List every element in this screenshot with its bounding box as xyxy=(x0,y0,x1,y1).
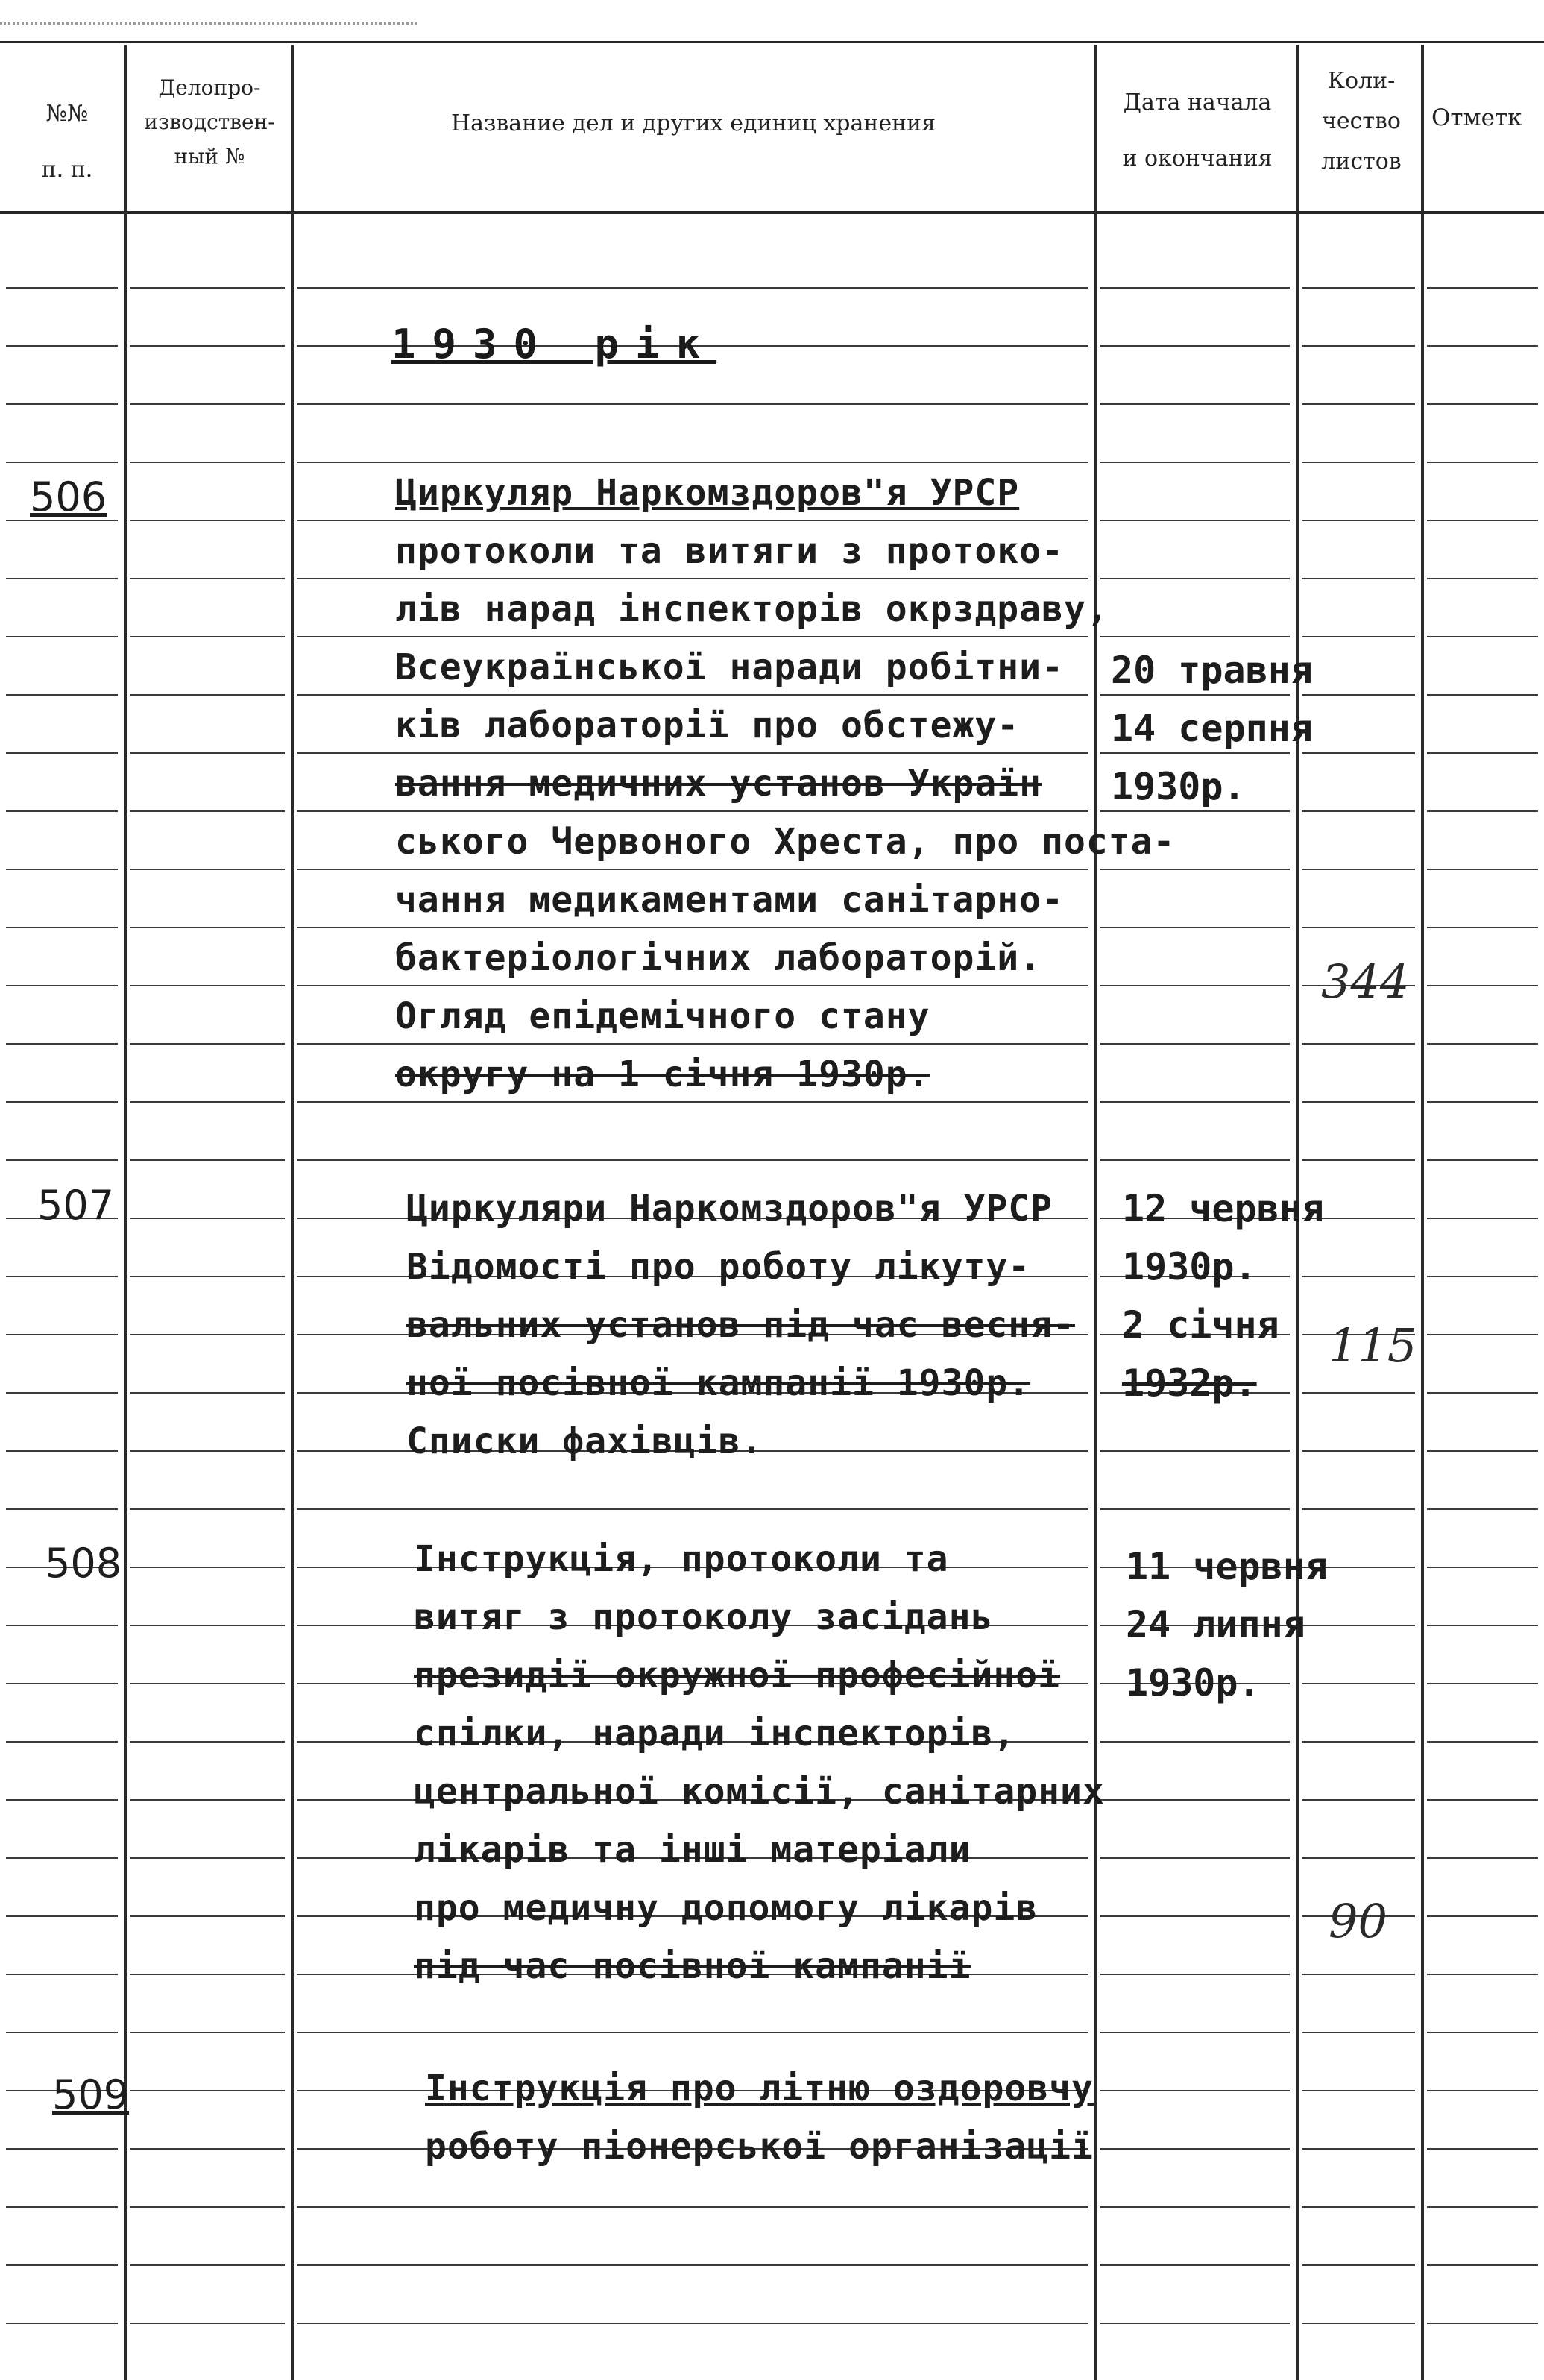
ruled-line xyxy=(1302,287,1415,289)
ruled-line xyxy=(1302,345,1415,347)
ruled-line xyxy=(1427,810,1538,812)
ruled-line xyxy=(6,403,118,405)
ruled-line xyxy=(6,810,118,812)
ruled-line xyxy=(1427,1043,1538,1045)
entry-507-dates xyxy=(1122,1180,1324,1412)
ruled-line xyxy=(1100,462,1290,463)
entry-507-line-2: Відомості про роботу лікуту- xyxy=(406,1246,1031,1288)
entry-506-text xyxy=(395,464,1175,1104)
header-col-number-line1: №№ xyxy=(45,101,89,127)
entry-509-text xyxy=(425,2059,1094,2176)
entry-508-line-3: президії окружної професійної xyxy=(414,1655,1061,1696)
ruled-line xyxy=(1302,869,1415,870)
ruled-line xyxy=(1302,1508,1415,1510)
ruled-line xyxy=(130,869,285,870)
ruled-line xyxy=(130,520,285,521)
ruled-line xyxy=(1100,1857,1290,1859)
ruled-line xyxy=(1427,636,1538,638)
col-divider-1 xyxy=(124,45,127,2380)
ruled-line xyxy=(1427,1276,1538,1277)
entry-508-line-5: центральної комісії, санітарних xyxy=(414,1771,1105,1813)
ruled-line xyxy=(130,810,285,812)
ruled-line xyxy=(6,2206,118,2208)
header-col-office-number xyxy=(131,71,288,174)
ruled-line xyxy=(1100,2264,1290,2266)
entry-508-line-2: витяг з протоколу засідань xyxy=(414,1596,994,1638)
ruled-line xyxy=(130,1974,285,1975)
ruled-line xyxy=(1427,1683,1538,1684)
header-bottom-rule xyxy=(0,211,1544,214)
ruled-line xyxy=(1100,2206,1290,2208)
ruled-line xyxy=(6,462,118,463)
ruled-line xyxy=(1100,1508,1290,1510)
ruled-line xyxy=(1302,2264,1415,2266)
header-col-office-line1: Делопро- xyxy=(158,75,261,100)
ruled-line xyxy=(6,927,118,928)
ruled-line xyxy=(1427,1101,1538,1103)
ruled-line xyxy=(1302,2206,1415,2208)
ruled-line xyxy=(1427,345,1538,347)
entry-507-line-4: ної посівної кампанії 1930р. xyxy=(406,1362,1031,1404)
ruled-line xyxy=(6,694,118,696)
ruled-line xyxy=(1427,2323,1538,2324)
ruled-line xyxy=(130,1334,285,1335)
ruled-line xyxy=(6,1043,118,1045)
ruled-line xyxy=(130,1915,285,1917)
entry-506-number: 506 xyxy=(30,473,107,520)
ruled-line xyxy=(1302,403,1415,405)
entry-507-number: 507 xyxy=(37,1182,115,1229)
ruled-line xyxy=(130,1159,285,1161)
ruled-line xyxy=(1427,1159,1538,1161)
ruled-line xyxy=(6,1159,118,1161)
entry-508-dates xyxy=(1126,1537,1328,1712)
entry-507-date-1: 12 червня xyxy=(1122,1187,1324,1230)
ruled-line xyxy=(1427,1799,1538,1801)
ruled-line xyxy=(1302,1159,1415,1161)
ruled-line xyxy=(1100,1915,1290,1917)
ruled-line xyxy=(1302,752,1415,754)
header-col-sheets xyxy=(1302,61,1421,182)
ruled-line xyxy=(1100,1974,1290,1975)
entry-506-sheets: 344 xyxy=(1321,954,1410,1009)
entry-507-line-1: Циркуляри Наркомздоров"я УРСР xyxy=(406,1188,1053,1230)
ruled-line xyxy=(130,1567,285,1568)
entry-506-line-7: ського Червоного Хреста, про поста- xyxy=(395,821,1176,863)
col-divider-5 xyxy=(1421,45,1424,2380)
ruled-line xyxy=(1302,462,1415,463)
ruled-line xyxy=(1427,694,1538,696)
entry-506-date-1: 20 травня xyxy=(1111,649,1313,692)
ruled-line xyxy=(1427,578,1538,579)
ruled-line xyxy=(1100,287,1290,289)
ruled-line xyxy=(6,287,118,289)
entry-508-line-1: Інструкція, протоколи та xyxy=(414,1538,949,1580)
ruled-line xyxy=(1302,694,1415,696)
ruled-line xyxy=(130,985,285,986)
entry-506-date-3: 1930р. xyxy=(1111,765,1246,808)
entry-506-line-3: лів нарад інспекторів окрздраву, xyxy=(395,588,1109,630)
entry-509-line-1: Інструкція про літню оздоровчу xyxy=(425,2068,1094,2109)
ruled-line xyxy=(1302,1101,1415,1103)
ruled-line xyxy=(130,2090,285,2091)
ruled-line xyxy=(1427,1625,1538,1626)
ruled-line xyxy=(1427,2090,1538,2091)
ruled-line xyxy=(1427,403,1538,405)
ruled-line xyxy=(130,1101,285,1103)
ruled-line xyxy=(1427,2206,1538,2208)
ruled-line xyxy=(130,2323,285,2324)
ruled-line xyxy=(6,1450,118,1452)
header-col-dates xyxy=(1102,75,1293,186)
entry-506-line-6: вання медичних установ Україн xyxy=(395,763,1042,805)
ruled-line xyxy=(1302,1974,1415,1975)
entry-506-date-2: 14 серпня xyxy=(1111,707,1313,750)
ruled-line xyxy=(1100,2323,1290,2324)
ruled-line xyxy=(1100,1741,1290,1742)
ruled-line xyxy=(1427,1450,1538,1452)
col-divider-3 xyxy=(1094,45,1097,2380)
ruled-line xyxy=(130,2148,285,2150)
entry-507-sheets: 115 xyxy=(1329,1318,1417,1373)
ruled-line xyxy=(1302,2148,1415,2150)
ruled-line xyxy=(1100,1799,1290,1801)
entry-506-line-8: чання медикаментами санітарно- xyxy=(395,879,1064,921)
header-top-rule xyxy=(0,41,1544,43)
entry-507-date-4: 1932р. xyxy=(1122,1361,1257,1405)
entry-507-text xyxy=(406,1180,1075,1470)
ruled-line xyxy=(1427,1392,1538,1394)
ruled-line xyxy=(6,636,118,638)
ruled-line xyxy=(130,1857,285,1859)
entry-508-date-1: 11 червня xyxy=(1126,1545,1328,1588)
ruled-line xyxy=(1427,985,1538,986)
ruled-line xyxy=(6,578,118,579)
ruled-line xyxy=(130,927,285,928)
ruled-line xyxy=(1100,2090,1290,2091)
entry-508-line-4: спілки, наради інспекторів, xyxy=(414,1713,1016,1754)
top-dotted-edge xyxy=(0,22,417,25)
ruled-line xyxy=(6,869,118,870)
ruled-line xyxy=(6,345,118,347)
ruled-line xyxy=(1302,1741,1415,1742)
ruled-line xyxy=(130,1799,285,1801)
ruled-line xyxy=(297,1159,1088,1161)
entry-509-line-2: роботу піонерської організації xyxy=(425,2126,1094,2168)
ruled-line xyxy=(297,1508,1088,1510)
header-col-title: Название дел и других единиц хранения xyxy=(450,110,936,136)
ruled-line xyxy=(1302,1043,1415,1045)
ruled-line xyxy=(1100,2148,1290,2150)
ruled-line xyxy=(1100,403,1290,405)
ruled-line xyxy=(297,403,1088,405)
ruled-line xyxy=(1427,287,1538,289)
entry-508-date-2: 24 липня xyxy=(1126,1603,1305,1646)
entry-506-line-1: Циркуляр Наркомздоров"я УРСР xyxy=(395,472,1020,514)
ruled-line xyxy=(1302,636,1415,638)
ruled-line xyxy=(297,2206,1088,2208)
ruled-line xyxy=(6,1799,118,1801)
ruled-line xyxy=(6,985,118,986)
ruled-line xyxy=(6,2323,118,2324)
entry-506-dates xyxy=(1111,641,1313,816)
ruled-line xyxy=(1427,927,1538,928)
ruled-line xyxy=(1100,1159,1290,1161)
ruled-line xyxy=(1427,1567,1538,1568)
ruled-line xyxy=(297,287,1088,289)
ruled-line xyxy=(6,2032,118,2033)
entry-506-line-5: ків лабораторії про обстежу- xyxy=(395,705,1020,746)
entry-508-sheets: 90 xyxy=(1329,1894,1387,1948)
ruled-line xyxy=(1427,1508,1538,1510)
ruled-line xyxy=(6,1741,118,1742)
ruled-line xyxy=(1302,578,1415,579)
ruled-line xyxy=(1302,2032,1415,2033)
entry-506-line-11: округу на 1 січня 1930р. xyxy=(395,1054,930,1095)
ruled-line xyxy=(1100,1450,1290,1452)
ruled-line xyxy=(1302,810,1415,812)
ruled-line xyxy=(130,636,285,638)
ruled-line xyxy=(6,1334,118,1335)
ruled-line xyxy=(130,2206,285,2208)
entry-508-text xyxy=(414,1530,1105,1995)
ruled-line xyxy=(1302,520,1415,521)
header-col-sheets-line1: Коли- xyxy=(1327,68,1396,94)
ruled-line xyxy=(1427,1915,1538,1917)
ruled-line xyxy=(130,1741,285,1742)
ruled-line xyxy=(1427,1857,1538,1859)
ruled-line xyxy=(1427,1741,1538,1742)
ruled-line xyxy=(130,1276,285,1277)
ruled-line xyxy=(130,694,285,696)
ruled-line xyxy=(130,1043,285,1045)
ruled-line xyxy=(130,1392,285,1394)
ruled-line xyxy=(6,1857,118,1859)
ruled-line xyxy=(1302,1450,1415,1452)
ruled-line xyxy=(297,2032,1088,2033)
ruled-line xyxy=(6,1508,118,1510)
header-col-number xyxy=(15,86,119,198)
ruled-line xyxy=(130,578,285,579)
entry-506-line-9: бактеріологічних лабораторій. xyxy=(395,937,1042,979)
ruled-line xyxy=(6,1276,118,1277)
ruled-line xyxy=(130,1450,285,1452)
ruled-line xyxy=(130,403,285,405)
header-col-office-line2: изводствен- xyxy=(144,110,275,134)
ruled-line xyxy=(130,1625,285,1626)
header-col-notes: Отметк xyxy=(1431,104,1522,131)
ruled-line xyxy=(6,1974,118,1975)
ruled-line xyxy=(6,2148,118,2150)
ruled-line xyxy=(1427,2148,1538,2150)
header-col-sheets-line3: листов xyxy=(1321,148,1402,174)
ruled-line xyxy=(6,1683,118,1684)
entry-509-number: 509 xyxy=(52,2071,130,2118)
year-heading: 1930 рік xyxy=(391,321,717,368)
ruled-line xyxy=(1427,752,1538,754)
entry-506-line-10: Огляд епідемічного стану xyxy=(395,995,930,1037)
ruled-line xyxy=(1302,927,1415,928)
ruled-line xyxy=(6,752,118,754)
ruled-line xyxy=(1427,462,1538,463)
ruled-line xyxy=(130,287,285,289)
ruled-line xyxy=(130,2032,285,2033)
ruled-line xyxy=(1302,1857,1415,1859)
ruled-line xyxy=(1302,1799,1415,1801)
entry-508-line-8: під час посівної кампанії xyxy=(414,1945,971,1987)
ruled-line xyxy=(1427,2032,1538,2033)
ruled-line xyxy=(1427,1218,1538,1219)
header-col-number-line2: п. п. xyxy=(41,157,93,183)
ruled-line xyxy=(130,2264,285,2266)
entry-507-date-2: 1930р. xyxy=(1122,1245,1257,1288)
entry-508-line-6: лікарів та інші матеріали xyxy=(414,1829,971,1871)
ruled-line xyxy=(1100,345,1290,347)
header-col-sheets-line2: чество xyxy=(1322,108,1401,134)
ruled-line xyxy=(130,752,285,754)
header-col-dates-line1: Дата начала xyxy=(1123,89,1272,116)
ruled-line xyxy=(1427,1334,1538,1335)
entry-506-line-2: протоколи та витяги з протоко- xyxy=(395,530,1064,572)
ruled-line xyxy=(130,1508,285,1510)
entry-508-line-7: про медичну допомогу лікарів xyxy=(414,1887,1039,1929)
entry-507-line-3: вальних установ під час весня- xyxy=(406,1304,1075,1346)
header-col-office-line3: ный № xyxy=(174,144,245,169)
header-col-dates-line2: и окончания xyxy=(1122,145,1273,171)
ruled-line xyxy=(1302,2090,1415,2091)
ruled-line xyxy=(6,1392,118,1394)
entry-508-date-3: 1930р. xyxy=(1126,1661,1261,1704)
ruled-line xyxy=(1302,2323,1415,2324)
ruled-line xyxy=(130,1218,285,1219)
ruled-line xyxy=(1100,2032,1290,2033)
col-divider-2 xyxy=(291,45,294,2380)
ruled-line xyxy=(130,462,285,463)
ruled-line xyxy=(1427,520,1538,521)
ruled-line xyxy=(6,1625,118,1626)
entry-507-line-5: Списки фахівців. xyxy=(406,1420,763,1462)
ruled-line xyxy=(6,1101,118,1103)
entry-506-line-4: Всеукраїнської наради робітни- xyxy=(395,646,1064,688)
ruled-line xyxy=(1427,1974,1538,1975)
ruled-line xyxy=(130,345,285,347)
ruled-line xyxy=(297,2264,1088,2266)
ruled-line xyxy=(130,1683,285,1684)
ruled-line xyxy=(6,1915,118,1917)
entry-507-date-3: 2 січня xyxy=(1122,1303,1279,1347)
ruled-line xyxy=(297,462,1088,463)
entry-508-number: 508 xyxy=(45,1540,122,1587)
ruled-line xyxy=(297,2323,1088,2324)
ruled-line xyxy=(1427,869,1538,870)
ruled-line xyxy=(1427,2264,1538,2266)
ruled-line xyxy=(6,2264,118,2266)
